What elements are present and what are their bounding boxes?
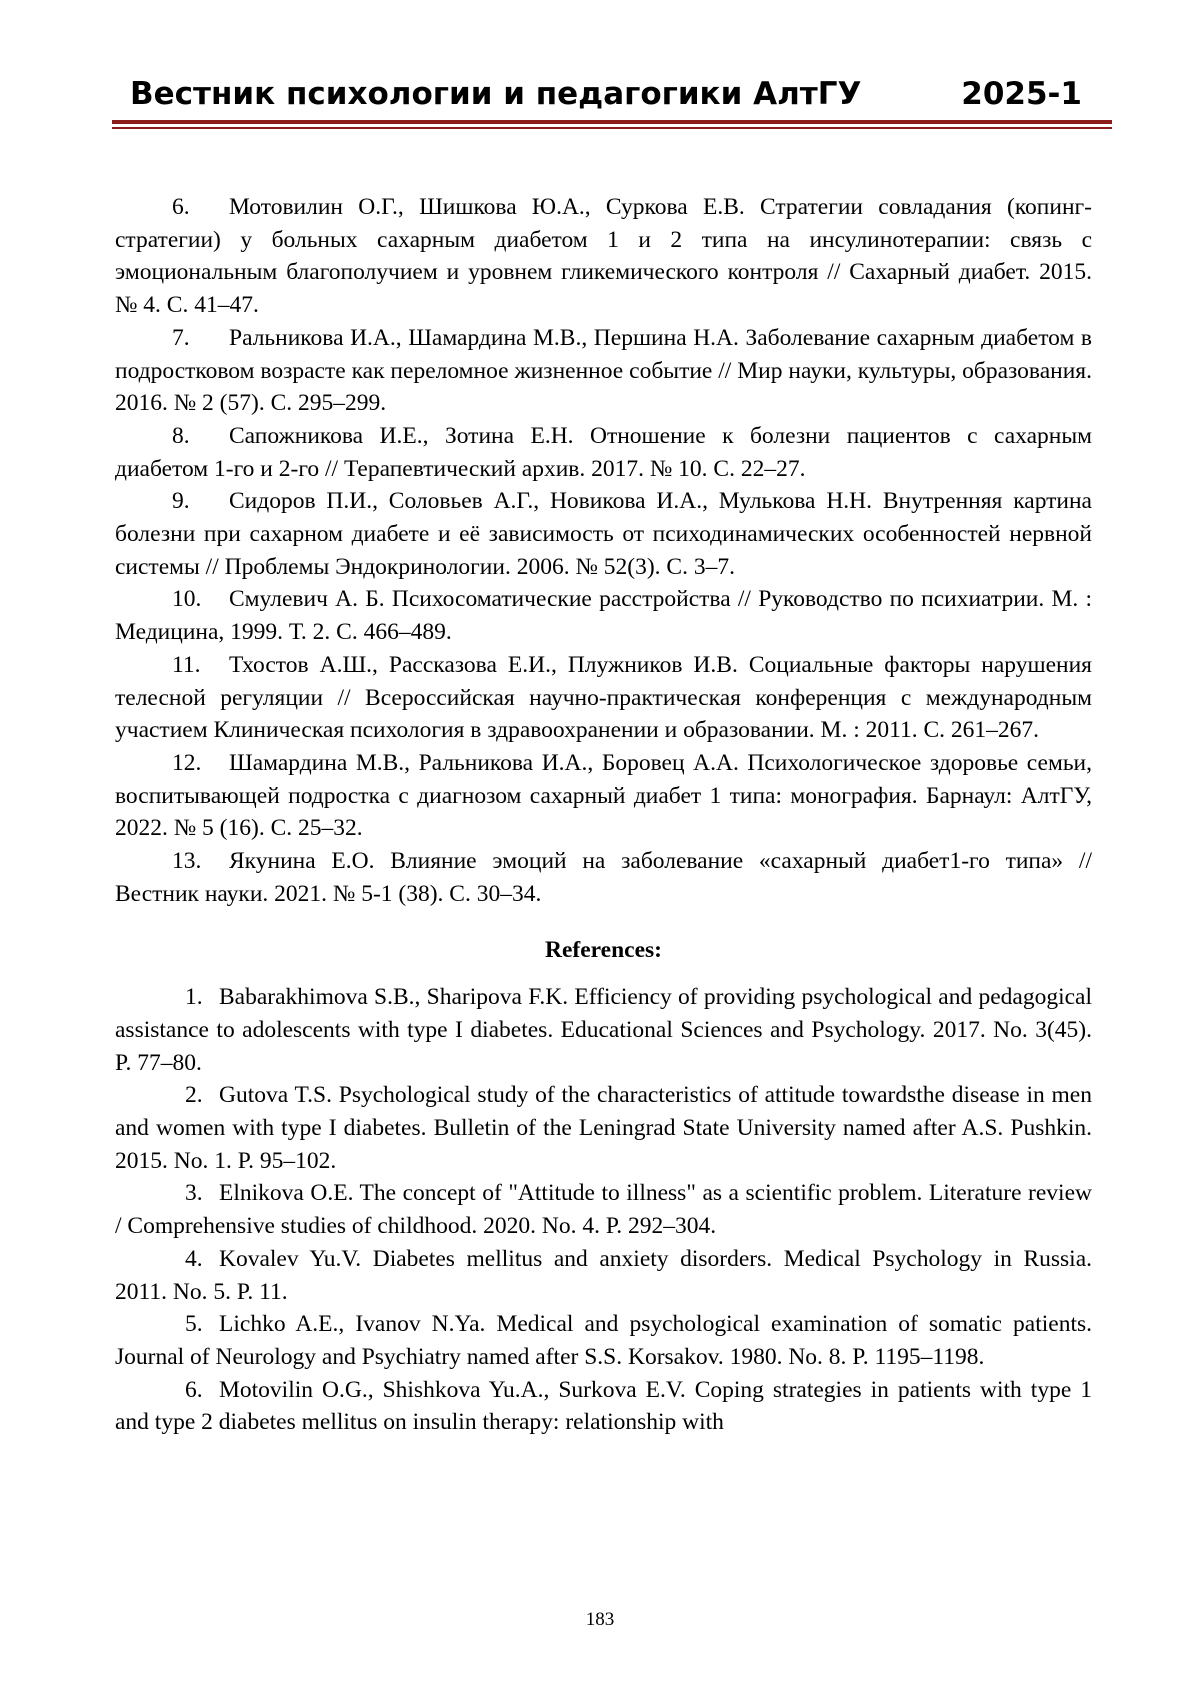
reference-item bbox=[115, 1243, 1092, 1308]
reference-number: 12. bbox=[172, 747, 229, 780]
reference-text: Шамардина М.В., Ральникова И.А., Боровец А.А. Психологическое здоровье семьи, воспитывающей подростка с диагнозом сахарный диабет 1 типа: монография. Барнаул: АлтГУ, 2022. № 5 (16). С. 25–32. bbox=[115, 750, 1092, 841]
page-number: 183 bbox=[0, 1609, 1200, 1631]
reference-text: Kovalev Yu.V. Diabetes mellitus and anxiety disorders. Medical Psychology in Russia. 2011. No. 5. P. 11. bbox=[115, 1246, 1092, 1305]
reference-text: Lichko A.E., Ivanov N.Ya. Medical and psychological examination of somatic patients. Journal of Neurology and Psychiatry named after S.S. Korsakov. 1980. No. 8. P. 1195–1198. bbox=[115, 1311, 1092, 1370]
reference-item bbox=[115, 420, 1092, 485]
reference-number: 7. bbox=[172, 322, 229, 355]
reference-text: Babarakhimova S.B., Sharipova F.K. Efficiency of providing psychological and pedagogical assistance to adolescents with type I diabetes. Educational Sciences and Psychology. 2017. No. 3(45). P. 77–80. bbox=[115, 984, 1092, 1075]
reference-text: Сапожникова И.Е., Зотина Е.Н. Отношение к болезни пациентов с сахарным диабетом 1-го и 2-го // Терапевтический архив. 2017. № 10. С. 22–27. bbox=[115, 423, 1092, 482]
reference-text: Смулевич А. Б. Психосоматические расстройства // Руководство по психиатрии. М. : Медицина, 1999. Т. 2. С. 466–489. bbox=[115, 586, 1092, 645]
reference-text: Motovilin O.G., Shishkova Yu.A., Surkova E.V. Coping strategies in patients with type 1 and type 2 diabetes mellitus on insulin therapy: relationship with bbox=[115, 1377, 1092, 1436]
reference-text: Якунина Е.О. Влияние эмоций на заболевание «сахарный диабет1-го типа» // Вестник науки. 2021. № 5-1 (38). С. 30–34. bbox=[115, 848, 1092, 907]
reference-item bbox=[115, 1177, 1092, 1242]
reference-item bbox=[115, 1374, 1092, 1439]
reference-text: Elnikova O.E. The concept of "Attitude to illness" as a scientific problem. Literature review / Comprehensive studies of childhood. 2020. No. 4. P. 292–304. bbox=[115, 1180, 1092, 1239]
reference-number: 6. bbox=[172, 191, 229, 224]
reference-list bbox=[115, 191, 1092, 1439]
reference-number: 10. bbox=[172, 583, 229, 616]
reference-item bbox=[115, 1308, 1092, 1373]
reference-item bbox=[115, 981, 1092, 1079]
reference-number: 4. bbox=[172, 1243, 219, 1276]
reference-text: Ральникова И.А., Шамардина М.В., Першина Н.А. Заболевание сахарным диабетом в подростковом возрасте как переломное жизненное событие // Мир науки, культуры, образования. 2016. № 2 (57). С. 295–299. bbox=[115, 325, 1092, 416]
reference-text: Тхостов А.Ш., Рассказова Е.И., Плужников И.В. Социальные факторы нарушения телесной регуляции // Всероссийская научно-практическая конференция с международным участием Клиническая психология в здравоохранении и образовании. М. : 2011. С. 261–267. bbox=[115, 652, 1092, 743]
reference-item bbox=[115, 747, 1092, 845]
reference-number: 6. bbox=[172, 1374, 219, 1407]
reference-item bbox=[115, 583, 1092, 648]
reference-number: 13. bbox=[172, 845, 229, 878]
reference-number: 3. bbox=[172, 1177, 219, 1210]
issue-number: 2025-1 bbox=[961, 76, 1082, 112]
reference-text: Сидоров П.И., Соловьев А.Г., Новикова И.А., Мулькова Н.Н. Внутренняя картина болезни при сахарном диабете и её зависимость от психодинамических особенностей нервной системы // Проблемы Эндокринологии. 2006. № 52(3). С. 3–7. bbox=[115, 488, 1092, 579]
reference-number: 9. bbox=[172, 485, 229, 518]
reference-number: 1. bbox=[172, 981, 219, 1014]
reference-item bbox=[115, 322, 1092, 420]
reference-item bbox=[115, 191, 1092, 322]
reference-text: Мотовилин О.Г., Шишкова Ю.А., Суркова Е.В. Стратегии совладания (копинг-стратегии) у больных сахарным диабетом 1 и 2 типа на инсулинотерапии: связь с эмоциональным благополучием и уровнем гликемического контроля // Сахарный диабет. 2015. № 4. С. 41–47. bbox=[115, 194, 1092, 318]
reference-number: 8. bbox=[172, 420, 229, 453]
reference-text: Gutova T.S. Psychological study of the characteristics of attitude towardsthe disease in men and women with type I diabetes. Bulletin of the Leningrad State University named after A.S. Pushkin. 2015. No. 1. P. 95–102. bbox=[115, 1082, 1092, 1173]
reference-item bbox=[115, 485, 1092, 583]
header-rule-thin bbox=[112, 127, 1112, 129]
references-heading: References: bbox=[115, 934, 1092, 967]
header-rule-thick bbox=[112, 120, 1112, 124]
reference-number: 11. bbox=[172, 649, 229, 682]
page-header bbox=[112, 64, 1112, 134]
reference-item bbox=[115, 1079, 1092, 1177]
reference-item bbox=[115, 845, 1092, 910]
reference-number: 2. bbox=[172, 1079, 219, 1112]
reference-number: 5. bbox=[172, 1308, 219, 1341]
english-reference-list bbox=[115, 981, 1092, 1439]
journal-title: Вестник психологии и педагогики АлтГУ bbox=[130, 76, 861, 112]
reference-item bbox=[115, 649, 1092, 747]
russian-reference-list bbox=[115, 191, 1092, 910]
